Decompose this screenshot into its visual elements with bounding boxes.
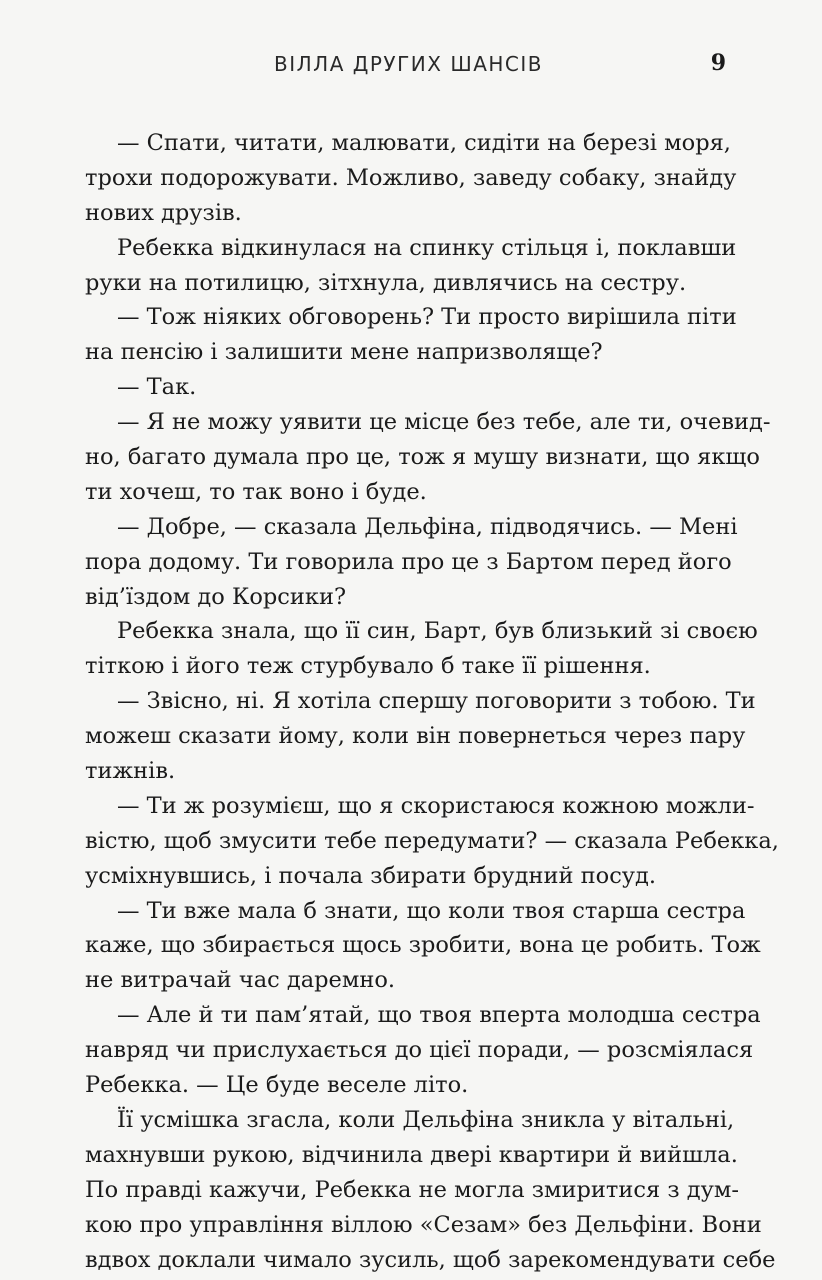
running-head xyxy=(0,50,822,80)
text-line: — Так. xyxy=(117,374,197,401)
text-line: навряд чи прислухається до цієї поради, — розсміялася xyxy=(85,1037,754,1064)
text-line: тіткою і його теж стурбувало б таке її рішення. xyxy=(85,653,651,680)
text-line: не витрачай час даремно. xyxy=(85,967,396,994)
text-line: вістю, щоб змусити тебе передумати? — сказала Ребекка, xyxy=(85,827,779,854)
text-line: — Спати, читати, малювати, сидіти на березі моря, xyxy=(117,130,731,156)
text-line: усміхнувшись, і почала збирати брудний посуд. xyxy=(85,862,657,889)
text-line: кою про управління віллою «Сезам» без Дельфіни. Вони xyxy=(85,1211,762,1238)
text-line: Ребекка знала, що її син, Барт, був близький зі своєю xyxy=(117,618,758,645)
text-line: пора додому. Ти говорила про це з Бартом перед його xyxy=(85,548,732,575)
text-body xyxy=(85,126,779,1277)
text-line: — Тож ніяких обговорень? Ти просто вирішила піти xyxy=(117,304,737,331)
text-line: Ребекка відкинулася на спинку стільця і, поклавши xyxy=(117,234,737,261)
text-line: По правді кажучи, Ребекка не могла змиритися з дум- xyxy=(85,1176,739,1203)
text-line: — Ти вже мала б знати, що коли твоя старша сестра xyxy=(117,897,746,924)
text-line: — Я не можу уявити це місце без тебе, але ти, очевид- xyxy=(117,409,771,436)
text-line: тижнів. xyxy=(85,758,176,785)
text-line: на пенсію і залишити мене напризволяще? xyxy=(85,339,603,366)
text-line: но, багато думала про це, тож я мушу визнати, що якщо xyxy=(85,444,760,471)
text-line: можеш сказати йому, коли він повернеться через пару xyxy=(85,723,746,750)
text-line: — Ти ж розумієш, що я скористаюся кожною можли- xyxy=(117,792,755,819)
running-title: ВІЛЛА ДРУГИХ ШАНСІВ xyxy=(274,52,544,76)
text-line: трохи подорожувати. Можливо, заведу собаку, знайду xyxy=(85,164,737,191)
page-number: 9 xyxy=(710,50,726,76)
text-line: Її усмішка згасла, коли Дельфіна зникла у вітальні, xyxy=(117,1106,735,1133)
text-line: від’їздом до Корсики? xyxy=(85,583,347,610)
text-line: Ребекка. — Це буде веселе літо. xyxy=(85,1072,469,1099)
text-line: — Добре, — сказала Дельфіна, підводячись. — Мені xyxy=(117,513,738,540)
text-line: руки на потилицю, зітхнула, дивлячись на сестру. xyxy=(85,269,687,296)
text-line: махнувши рукою, відчинила двері квартири й вийшла. xyxy=(85,1141,738,1168)
text-line: вдвох доклали чимало зусиль, щоб зарекомендувати себе xyxy=(85,1246,776,1273)
text-line: — Звісно, ні. Я хотіла спершу поговорити з тобою. Ти xyxy=(117,688,756,715)
text-line: каже, що збирається щось зробити, вона це робить. Тож xyxy=(85,932,761,959)
text-line: нових друзів. xyxy=(85,199,242,226)
text-line: — Але й ти пам’ятай, що твоя вперта молодша сестра xyxy=(117,1002,761,1029)
text-line: ти хочеш, то так воно і буде. xyxy=(85,478,427,505)
